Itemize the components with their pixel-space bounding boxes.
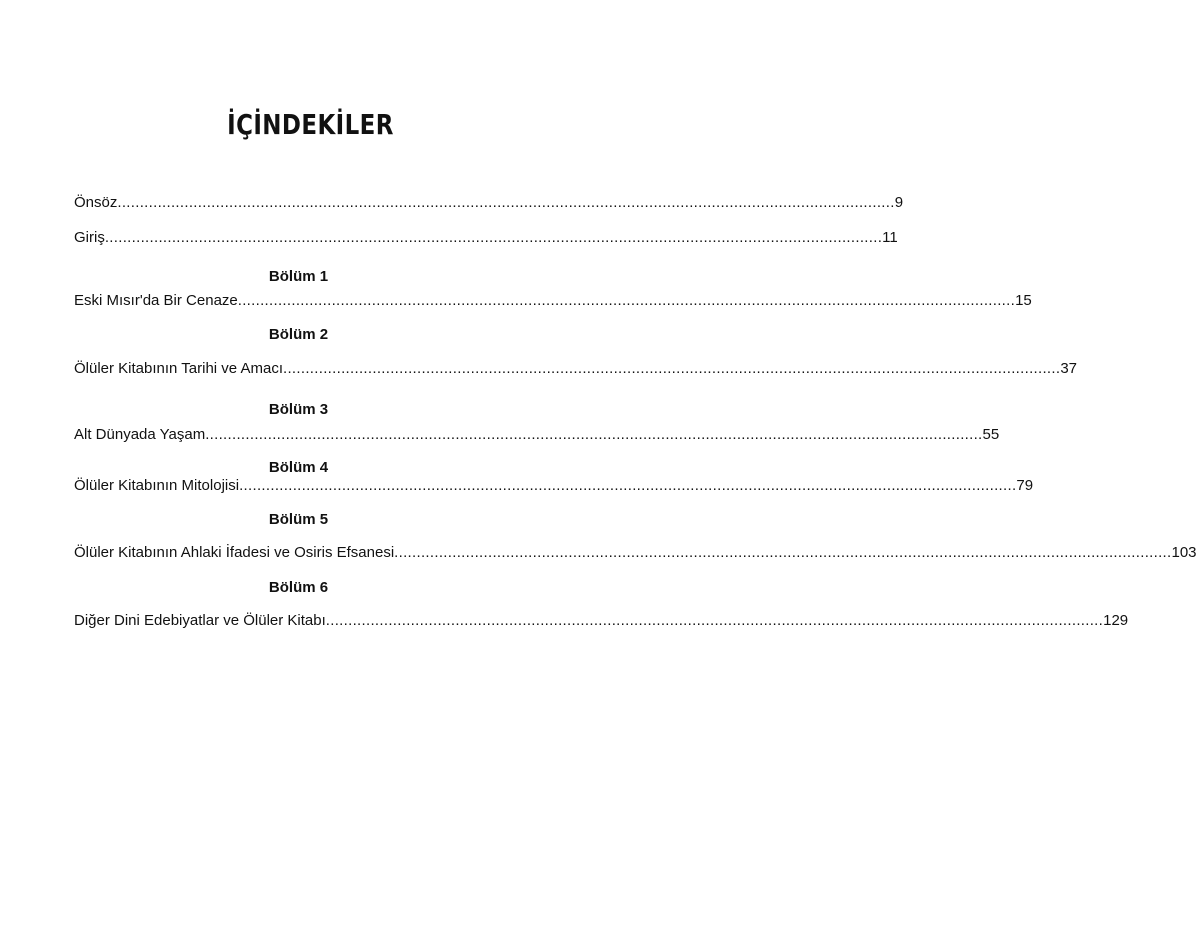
toc-page-number: 55 [982, 426, 1000, 443]
toc-entry-onsoz [74, 194, 904, 212]
toc-entry-chapter-4 [74, 477, 1034, 495]
toc-entry-label: Giriş [74, 229, 105, 246]
toc-entry-label: Ölüler Kitabının Mitolojisi [74, 477, 240, 494]
toc-entry-chapter-5 [74, 544, 1197, 562]
toc-entry-label: Diğer Dini Edebiyatlar ve Ölüler Kitabı [74, 612, 326, 629]
toc-entry-label: Eski Mısır'da Bir Cenaze [74, 292, 238, 309]
toc-entry-chapter-6 [74, 612, 1129, 630]
dot-leader: .............................................................................................................................................................................. [283, 360, 1061, 377]
dot-leader: .............................................................................................................................................................................. [205, 426, 983, 443]
toc-page-number: 129 [1103, 612, 1129, 629]
chapter-heading-6: Bölüm 6 [268, 579, 329, 596]
toc-entry-chapter-1 [74, 292, 1032, 310]
toc-page-number: 37 [1060, 360, 1078, 377]
toc-page-number: 79 [1016, 477, 1034, 494]
toc-entry-label: Önsöz [74, 194, 118, 211]
dot-leader: .............................................................................................................................................................................. [239, 477, 1017, 494]
toc-page-number: 9 [894, 194, 904, 211]
toc-page-number: 103 [1171, 544, 1197, 561]
dot-leader: .............................................................................................................................................................................. [325, 612, 1104, 629]
toc-entry-label: Ölüler Kitabının Tarihi ve Amacı [74, 360, 283, 377]
chapter-heading-1: Bölüm 1 [268, 268, 329, 285]
dot-leader: .............................................................................................................................................................................. [104, 229, 883, 246]
toc-page-number: 11 [882, 229, 898, 246]
toc-entry-label: Ölüler Kitabının Ahlaki İfadesi ve Osiris Efsanesi [74, 544, 395, 561]
dot-leader: .............................................................................................................................................................................. [237, 292, 1016, 309]
toc-entry-label: Alt Dünyada Yaşam [74, 426, 206, 443]
chapter-heading-2: Bölüm 2 [268, 326, 329, 343]
dot-leader: .............................................................................................................................................................................. [117, 194, 895, 211]
toc-entry-chapter-3 [74, 426, 1000, 444]
toc-entry-chapter-2 [74, 360, 1078, 378]
chapter-heading-4: Bölüm 4 [268, 459, 329, 476]
page-title: İÇİNDEKİLER [227, 108, 394, 141]
dot-leader: .............................................................................................................................................................................. [394, 544, 1172, 561]
toc-page-number: 15 [1015, 292, 1032, 309]
chapter-heading-5: Bölüm 5 [268, 511, 329, 528]
toc-entry-giris [74, 229, 898, 247]
chapter-heading-3: Bölüm 3 [268, 401, 329, 418]
